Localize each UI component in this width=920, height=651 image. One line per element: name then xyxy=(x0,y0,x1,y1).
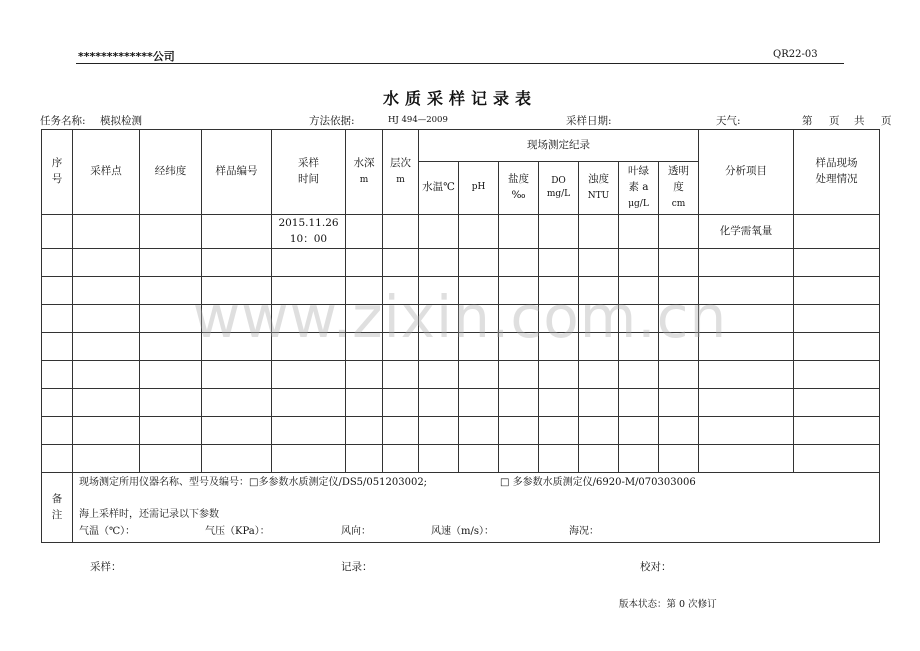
document-code: QR22-03 xyxy=(773,49,818,60)
header-chlorophyll: 叶绿 素 a μg/L xyxy=(619,162,659,215)
task-name-label: 任务名称: xyxy=(40,115,86,127)
weather-label: 天气: xyxy=(716,115,741,127)
cell-sampling-time: 2015.11.26 10：00 xyxy=(272,215,346,249)
page-di: 第 xyxy=(802,115,813,127)
header-water-temp: 水温℃ xyxy=(419,162,459,215)
company-name: *************公司 xyxy=(78,50,175,63)
sea-state-label: 海况： xyxy=(569,526,599,537)
task-name-value: 模拟检测 xyxy=(100,115,142,127)
table-row xyxy=(42,361,880,389)
header-divider xyxy=(76,63,844,64)
watermark: www.zixin.com.cn xyxy=(192,283,728,351)
header-lat-lon: 经纬度 xyxy=(140,130,202,215)
wind-speed-label: 风速（m/s）： xyxy=(431,526,494,537)
header-water-depth: 水深 m xyxy=(346,130,383,215)
remarks-content xyxy=(73,473,880,543)
table-row xyxy=(42,215,880,249)
header-layer: 层次 m xyxy=(383,130,419,215)
air-temp-label: 气温（℃）： xyxy=(79,526,136,537)
header-field-measurement: 现场测定纪录 xyxy=(419,130,699,162)
header-do: DO mg/L xyxy=(539,162,579,215)
page-ye-total: 页 xyxy=(881,115,892,127)
air-pressure-label: 气压（KPa）： xyxy=(205,526,270,537)
sampler-label: 采样： xyxy=(90,561,122,573)
cell-analysis-item: 化学需氧量 xyxy=(699,215,794,249)
page-gong: 共 xyxy=(854,115,865,127)
table-row xyxy=(42,389,880,417)
header-analysis-item: 分析项目 xyxy=(699,130,794,215)
table-row xyxy=(42,445,880,473)
header-transparency: 透明 度 cm xyxy=(659,162,699,215)
version-status: 版本状态：第 0 次修订 xyxy=(619,599,717,610)
header-sample-number: 样品编号 xyxy=(202,130,272,215)
table-row xyxy=(42,249,880,277)
header-seq: 序 号 xyxy=(42,130,73,215)
header-turbidity: 浊度 NTU xyxy=(579,162,619,215)
header-salinity: 盐度 ‰ xyxy=(499,162,539,215)
page-ye: 页 xyxy=(829,115,840,127)
method-basis-value: HJ 494—2009 xyxy=(388,115,448,125)
header-sampling-time: 采样 时间 xyxy=(272,130,346,215)
wind-direction-label: 风向： xyxy=(341,526,371,537)
sampling-date-label: 采样日期: xyxy=(566,115,612,127)
instrument-info: 现场测定所用仪器名称、型号及编号：□多参数水质测定仪/DS5/051203002; xyxy=(79,477,428,488)
remarks-label: 备 注 xyxy=(42,473,73,543)
instrument-info-2: □ 多参数水质测定仪/6920-M/070303006 xyxy=(500,477,696,488)
header-ph: pH xyxy=(459,162,499,215)
header-sampling-point: 采样点 xyxy=(73,130,140,215)
method-basis-label: 方法依据: xyxy=(309,115,355,127)
sea-sampling-note: 海上采样时，还需记录以下参数 xyxy=(79,509,219,520)
page-title: 水质采样记录表 xyxy=(382,89,537,108)
checker-label: 校对： xyxy=(640,561,672,573)
recorder-label: 记录： xyxy=(341,561,373,573)
table-row xyxy=(42,417,880,445)
header-sample-treatment: 样品现场 处理情况 xyxy=(794,130,880,215)
